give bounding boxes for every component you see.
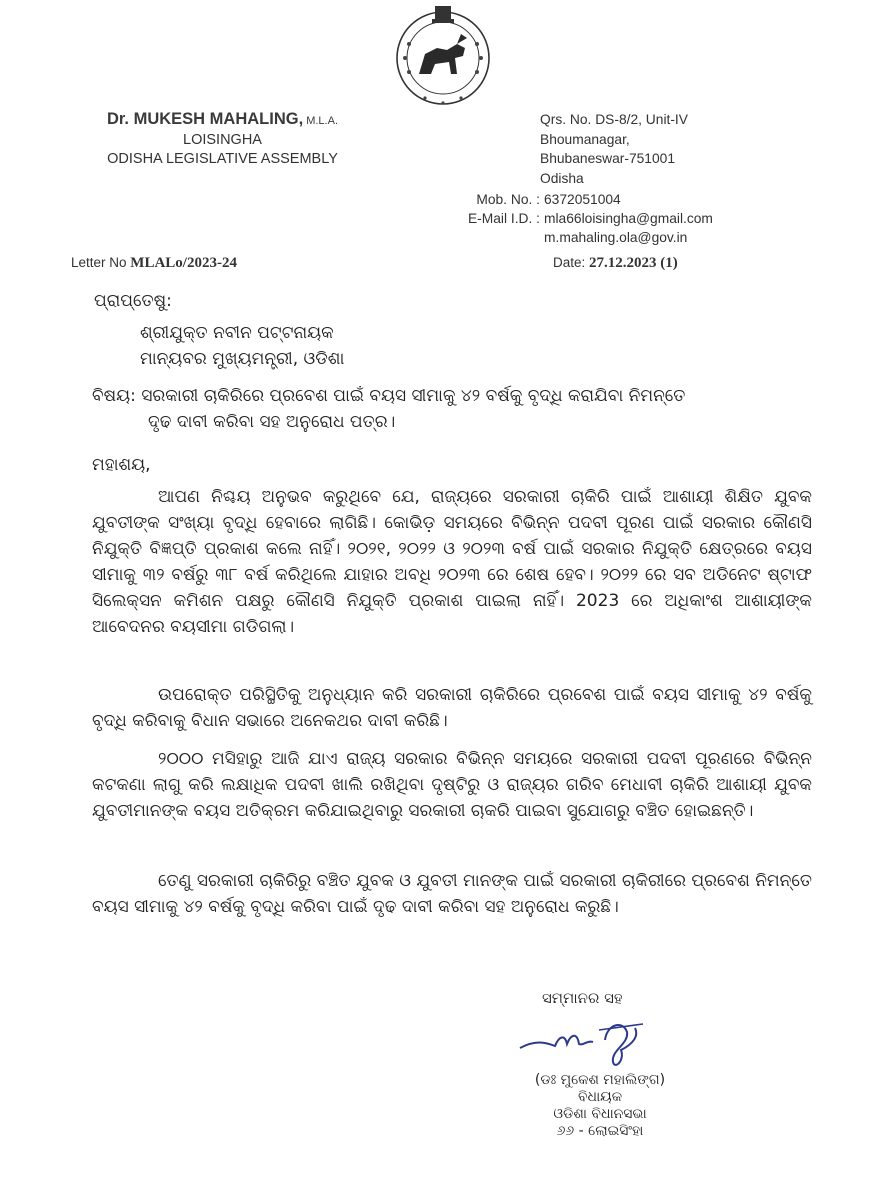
address-line: Bhoumanagar,	[540, 131, 630, 147]
letterhead-left	[0, 110, 445, 169]
address-line: Bhubaneswar-751001	[540, 151, 676, 166]
subject	[92, 383, 812, 435]
addressee-title: ମାନ୍ୟବର ମୁଖ୍ୟମନ୍ତ୍ରୀ, ଓଡିଶା	[140, 349, 345, 369]
letter-number: Letter No MLALo/2023-24	[71, 255, 237, 271]
subject-line-2: ଦୃଢ ଦାବୀ କରିବା ସହ ଅନୁରୋଧ ପତ୍ର।	[148, 412, 396, 432]
to-label: ପ୍ରାପ୍ତେଷୁ:	[94, 291, 172, 311]
subject-label: ବିଷୟ:	[92, 386, 136, 406]
signatory-constituency: ୬୬ - ଲୋଇସିଂହା	[556, 1123, 644, 1139]
address-line: Odisha	[540, 170, 584, 186]
addressee-block	[140, 320, 344, 372]
email-primary: mla66loisingha@gmail.com	[544, 211, 713, 226]
email-secondary: m.mahaling.ola@gov.in	[544, 230, 688, 245]
mla-name: Dr. MUKESH MAHALING, M.L.A.	[106, 110, 338, 128]
email-label: E-Mail I.D. :	[467, 211, 540, 226]
letter-date: Date: 27.12.2023 (1)	[553, 255, 678, 271]
signature-block	[505, 1072, 695, 1140]
paragraph-3: ୨୦୦୦ ମସିହାରୁ ଆଜି ଯାଏ ରାଜ୍ୟ ସରକାର ବିଭିନ୍ନ ସମୟରେ ସରକାରୀ ପଦବୀ ପୂରଣରେ ବିଭିନ୍ନ କଟକଣା ଲାଗୁ କରି ଲକ୍ଷାଧିକ ପଦବୀ ଖାଲି ରଖିଥିବା ଦୃଷ୍ଟିରୁ ଓ ରାଜ୍ୟର ଗରିବ ମେଧାବୀ ଚାକିରି ଆଶାୟୀ ଯୁବକ ଯୁବତୀମାନଙ୍କ ବୟସ ଅତିକ୍ରମ କରିଯାଇଥିବାରୁ ସରକାରୀ ଚାକରି ପାଇବା ସୁଯୋଗରୁ ବଞ୍ଚିତ ହୋଇଛନ୍ତି।	[92, 749, 812, 821]
assembly-name: ODISHA LEGISLATIVE ASSEMBLY	[107, 151, 338, 167]
odisha-emblem-icon	[385, 4, 501, 108]
addressee-name: ଶ୍ରୀଯୁକ୍ତ ନବୀନ ପଟ୍ଟନାୟକ	[140, 323, 334, 343]
signatory-name: (ଡଃ ମୁକେଶ ମହାଲିଙ୍ଗ)	[534, 1072, 666, 1088]
mobile-number: 6372051004	[544, 192, 621, 207]
contact-block	[409, 190, 713, 247]
signature-icon	[515, 1010, 665, 1070]
paragraph-4: ତେଣୁ ସରକାରୀ ଚାକିରିରୁ ବଞ୍ଚିତ ଯୁବକ ଓ ଯୁବତୀ ମାନଙ୍କ ପାଇଁ ସରକାରୀ ଚାକିରୀରେ ପ୍ରବେଶ ନିମନ୍ତେ ବୟସ ସୀମାକୁ ୪୨ ବର୍ଷକୁ ବୃଦ୍ଧି କରିବା ପାଇଁ ଦୃଢ ଦାବୀ କରିବା ସହ ଅନୁରୋଧ କରୁଛି।	[92, 871, 812, 917]
subject-line-1: ସରକାରୀ ଚାକିରିରେ ପ୍ରବେଶ ପାଇଁ ବୟସ ସୀମାକୁ ୪୨ ବର୍ଷକୁ ବୃଦ୍ଧି କରାଯିବା ନିମନ୍ତେ	[141, 386, 686, 406]
signatory-designation: ବିଧାୟକ	[577, 1089, 623, 1105]
salutation: ମହାଶୟ,	[92, 455, 151, 475]
signatory-assembly: ଓଡିଶା ବିଧାନସଭା	[553, 1106, 647, 1122]
paragraph-2: ଉପରୋକ୍ତ ପରିସ୍ଥିତିକୁ ଅନୁଧ୍ୟାନ କରି ସରକାରୀ ଚାକିରିରେ ପ୍ରବେଶ ପାଇଁ ବୟସ ସୀମାକୁ ୪୨ ବର୍ଷକୁ ବୃଦ୍ଧି କରିବାକୁ ବିଧାନ ସଭାରେ ଅନେକଥର ଦାବୀ କରିଛି।	[92, 685, 812, 731]
paragraph-1: ଆପଣ ନିଶ୍ଚୟ ଅନୁଭବ କରୁଥିବେ ଯେ, ରାଜ୍ୟରେ ସରକାରୀ ଚାକିରି ପାଇଁ ଆଶାୟୀ ଶିକ୍ଷିତ ଯୁବକ ଯୁବତୀଙ୍କ ସଂଖ୍ୟା ବୃଦ୍ଧି ହେବାରେ ଲାଗିଛି। କୋଭିଡ଼ ସମୟରେ ବିଭିନ୍ନ ପଦବୀ ପୂରଣ ପାଇଁ ସରକାର କୌଣସି ନିଯୁକ୍ତି ବିଜ୍ଞପ୍ତି ପ୍ରକାଶ କଲେ ନାହିଁ। ୨୦୨୧, ୨୦୨୨ ଓ ୨୦୨୩ ବର୍ଷ ପାଇଁ ସରକାର ନିଯୁକ୍ତି କ୍ଷେତ୍ରରେ ବୟସ ସୀମାକୁ ୩୨ ବର୍ଷରୁ ୩୮ ବର୍ଷ କରିଥିଲେ ଯାହାର ଅବଧି ୨୦୨୩ ରେ ଶେଷ ହେବ। ୨୦୨୨ ରେ ସବ ଅଡିନେଟ ଷ୍ଟାଫ ସିଲେକ୍ସନ କମିଶନ ପକ୍ଷରୁ କୌଣସି ନିଯୁକ୍ତି ପ୍ରକାଶ ପାଇଲା ନାହିଁ। 2023 ରେ ଅଧିକାଂଶ ଆଶାୟୀଙ୍କ ଆବେଦନର ବୟସୀମା ଗଡିଗଲା।	[92, 487, 812, 637]
address-line: Qrs. No. DS-8/2, Unit-IV	[540, 112, 688, 127]
constituency: LOISINGHA	[183, 132, 262, 148]
address-block	[540, 110, 688, 188]
closing: ସମ୍ମାନର ସହ	[542, 989, 623, 1007]
mobile-label: Mob. No. :	[476, 192, 540, 207]
